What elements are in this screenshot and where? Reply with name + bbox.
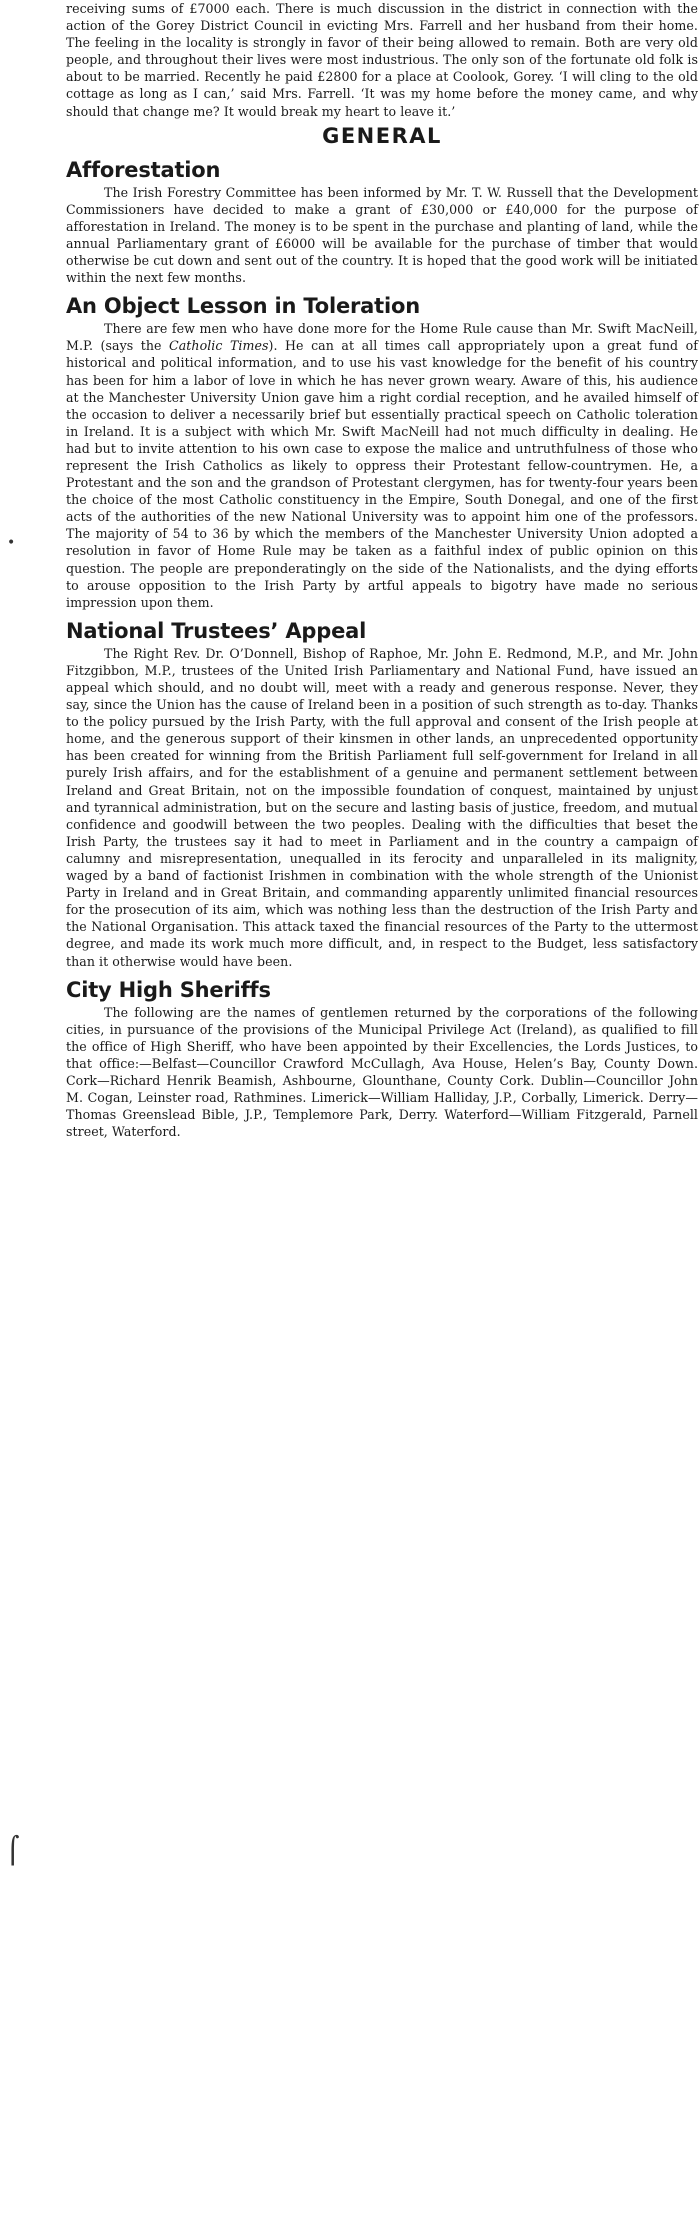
margin-stroke: ⌠ (6, 1836, 20, 1866)
body-afforestation: The Irish Forestry Committee has been informed by Mr. T. W. Russell that the Development Commissioners have decided to make a grant of £30,000 or £40,000 for the purpose of afforestation in Ireland. The money is to be spent in the purchase and planting of land, while the annual Parliamentary grant of £6000 will be available for the purchase of timber that would otherwise be cut down and sent out of the country. It is hoped that the good work will be initiated within the next few months. (66, 184, 698, 286)
heading-afforestation: Afforestation (66, 157, 221, 182)
article-page (66, 0, 698, 2217)
catholic-times-title: Catholic Times (169, 338, 269, 354)
heading-object-lesson: An Object Lesson in Toleration (66, 294, 420, 319)
body-city-high-sheriffs: The following are the names of gentlemen returned by the corporations of the following cities, in pursuance of the provisions of the Municipal Privilege Act (Ireland), as qualified to fill the office of High Sheriff, who have been appointed by their Excellencies, the Lords Justices, to that office:—Belfast—Councillor Crawford McCullagh, Ava House, Helen’s Bay, County Down. Cork—Richard Henrik Beamish, Ashbourne, Glounthane, County Cork. Dublin—Councillor John M. Cogan, Leinster road, Rathmines. Limerick—William Halliday, J.P., Corbally, Limerick. Derry—Thomas Greenslead Bible, J.P., Templemore Park, Derry. Waterford—William Fitzgerald, Parnell street, Waterford. (66, 1004, 698, 1140)
body-object-lesson-part2: ). He can at all times call appropriately upon a great fund of historical and political information, and to use his vast knowledge for the benefit of his country has been for him a labor of love in which he has never grown weary. Aware of this, his audience at the Manchester University Union gave him a right cordial reception, and he availed himself of the occasion to deliver a necessarily brief but essentially practical speech on Catholic toleration in Ireland. It is a subject with which Mr. Swift MacNeill had not much difficulty in dealing. He had but to invite attention to his own case to expose the malice and untruthfulness of those who represent the Irish Catholics as likely to oppress their Protestant fellow-countrymen. He, a Protestant and the son and the grandson of Protestant clergymen, has for twenty-four years been the choice of the most Catholic constituency in the Empire, South Donegal, and one of the first acts of the authorities of the new National University was to appoint him one of the professors. The majority of 54 to 36 by which the members of the Manchester University Union adopted a resolution in favor of Home Rule may be taken as a faithful index of public opinion on this question. The people are preponderatingly on the side of the Nationalists, and the dying efforts to arouse opposition to the Irish Party by artful appeals to bigotry have made no serious impression upon them. (66, 338, 698, 610)
heading-national-trustees: National Trustees’ Appeal (66, 618, 367, 643)
body-object-lesson-part1: There are few men who have done more for the Home Rule cause than Mr. Swift MacNeill, M.P. (says the (66, 321, 698, 354)
heading-city-high-sheriffs: City High Sheriffs (66, 977, 271, 1002)
body-national-trustees: The Right Rev. Dr. O’Donnell, Bishop of Raphoe, Mr. John E. Redmond, M.P., and Mr. John Fitzgibbon, M.P., trustees of the United Irish Parliamentary and National Fund, have issued an appeal which should, and no doubt will, meet with a ready and generous response. Never, they say, since the Union has the cause of Ireland been in a position of such strength as to-day. Thanks to the policy pursued by the Irish Party, with the full approval and consent of the Irish people at home, and the generous support of their kinsmen in other lands, an unprecedented opportunity has been created for winning from the British Parliament full self-government for Ireland in all purely Irish affairs, and for the establishment of a genuine and permanent settlement between Ireland and Great Britain, not on the impossible foundation of conquest, maintained by unjust and tyrannical administration, but on the secure and lasting basis of justice, freedom, and mutual confidence and goodwill between the two peoples. Dealing with the difficulties that beset the Irish Party, the trustees say it had to meet in Parliament and in the country a campaign of calumny and misrepresentation, unequalled in its ferocity and unparalleled in its malignity, waged by a band of factionist Irishmen in combination with the whole strength of the Unionist Party in Ireland and in Great Britain, and commanding apparently unlimited financial resources for the prosecution of its aim, which was nothing less than the destruction of the Irish Party and the National Organisation. This attack taxed the financial resources of the Party to the uttermost degree, and made its work much more difficult, and, in respect to the Budget, less satisfactory than it otherwise would have been. (66, 645, 698, 969)
intro-paragraph: receiving sums of £7000 each. There is much discussion in the district in connection with the action of the Gorey District Council in evicting Mrs. Farrell and her husband from their home. The feeling in the locality is strongly in favor of their being allowed to remain. Both are very old people, and throughout their lives were most industrious. The only son of the fortunate old folk is about to be married. Recently he paid £2800 for a place at Coolook, Gorey. ‘I will cling to the old cottage as long as I can,’ said Mrs. Farrell. ‘It was my home before the money came, and why should that change me? It would break my heart to leave it.’ (66, 1, 698, 119)
section-title-general: GENERAL (322, 123, 442, 148)
body-object-lesson (66, 320, 698, 611)
margin-dot: • (7, 535, 16, 551)
